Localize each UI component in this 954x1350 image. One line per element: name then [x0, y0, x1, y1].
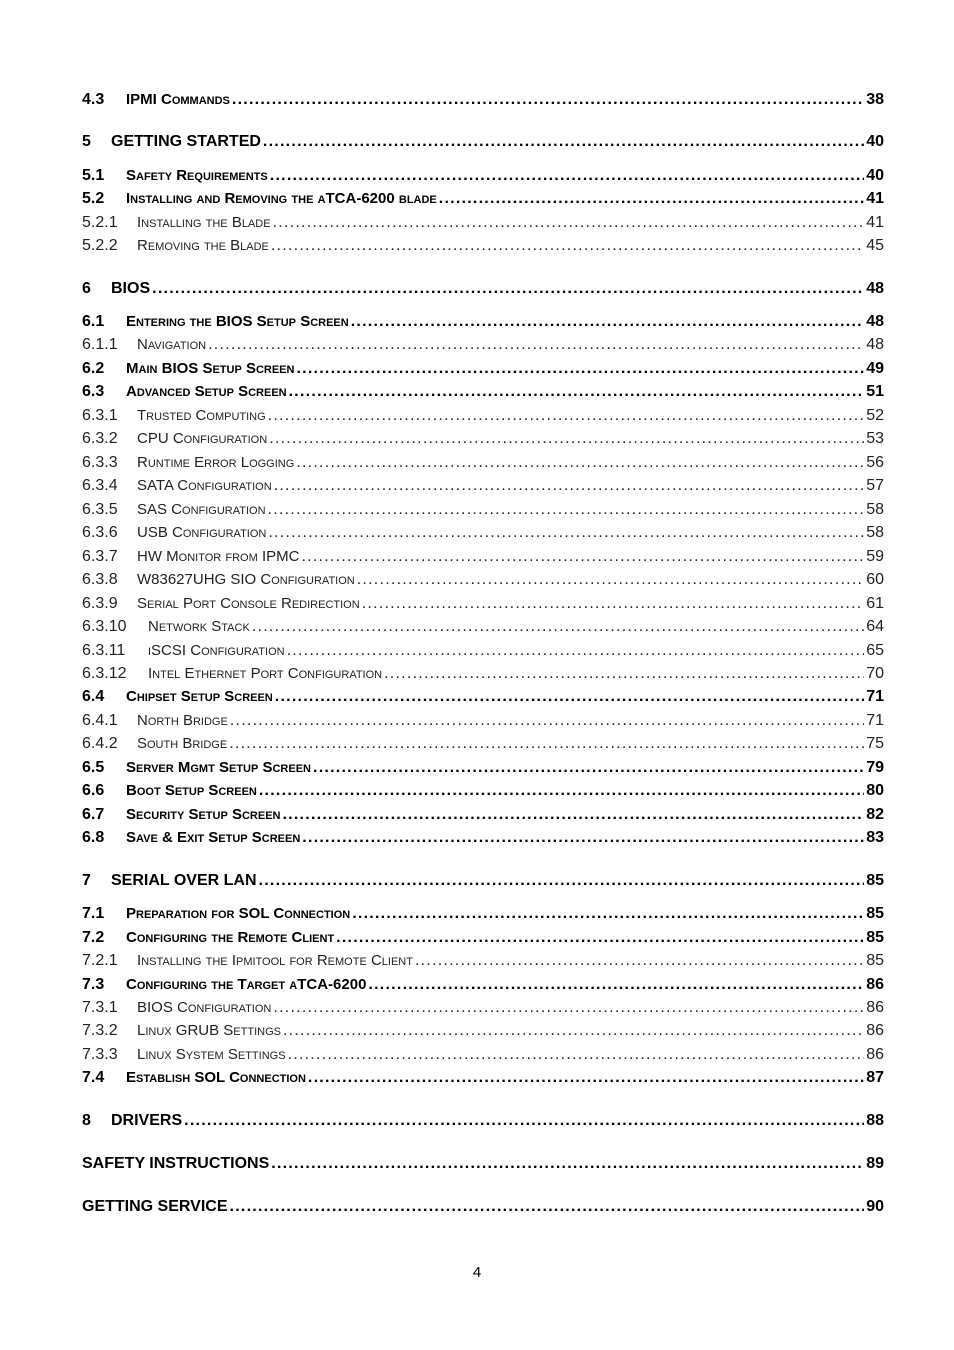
dot-leader — [268, 406, 865, 426]
toc-entry-title: Installing the Blade — [137, 214, 271, 231]
toc-entry[interactable] — [82, 1021, 884, 1041]
dot-leader — [232, 90, 864, 110]
dot-leader — [287, 641, 865, 661]
toc-entry[interactable] — [82, 805, 884, 825]
toc-entry[interactable] — [82, 998, 884, 1018]
dot-leader — [296, 453, 864, 473]
toc-entry-number: 6.3.8 — [82, 571, 118, 588]
toc-entry-title: CPU Configuration — [137, 430, 268, 447]
toc-entry[interactable] — [82, 236, 884, 256]
toc-entry-title: Serial Port Console Redirection — [137, 595, 360, 612]
toc-entry[interactable] — [82, 617, 884, 637]
toc-entry-number: 5.2.1 — [82, 214, 118, 231]
toc-entry-page: 83 — [866, 829, 884, 846]
toc-entry-number: 7.2.1 — [82, 952, 118, 969]
toc-entry[interactable] — [82, 975, 884, 995]
toc-entry-page: 58 — [866, 524, 884, 541]
toc-entry-title: GETTING STARTED — [111, 133, 261, 150]
toc-entry[interactable] — [82, 1154, 884, 1174]
toc-entry-page: 49 — [866, 360, 884, 377]
toc-entry[interactable] — [82, 928, 884, 948]
toc-entry-page: 57 — [866, 477, 884, 494]
dot-leader — [362, 594, 865, 614]
toc-entry-number: 6.8 — [82, 829, 105, 846]
toc-entry[interactable] — [82, 132, 884, 152]
toc-entry-title: Save & Exit Setup Screen — [126, 829, 301, 846]
toc-entry-page: 75 — [866, 735, 884, 752]
dot-leader — [439, 189, 864, 209]
toc-entry-title: IPMI Commands — [126, 91, 230, 108]
toc-entry-page: 82 — [866, 806, 884, 823]
toc-entry-number: 6.2 — [82, 360, 105, 377]
toc-entry-page: 61 — [866, 595, 884, 612]
dot-leader — [208, 335, 864, 355]
toc-entry[interactable] — [82, 904, 884, 924]
dot-leader — [289, 382, 865, 402]
toc-entry-title: SERIAL OVER LAN — [111, 872, 257, 889]
toc-entry-number: 7.3.2 — [82, 1022, 118, 1039]
toc-entry-page: 64 — [866, 618, 884, 635]
toc-entry[interactable] — [82, 687, 884, 707]
toc-entry-title: Advanced Setup Screen — [126, 383, 287, 400]
dot-leader — [274, 476, 865, 496]
toc-entry[interactable] — [82, 312, 884, 332]
toc-entry[interactable] — [82, 711, 884, 731]
toc-entry-title: Intel Ethernet Port Configuration — [148, 665, 383, 682]
dot-leader — [269, 429, 864, 449]
toc-entry-number: 7.1 — [82, 905, 105, 922]
toc-entry-title: GETTING SERVICE — [82, 1198, 228, 1215]
toc-entry-number: 6.3.1 — [82, 407, 118, 424]
toc-entry-page: 48 — [866, 336, 884, 353]
toc-entry-page: 48 — [866, 313, 884, 330]
toc-entry[interactable] — [82, 570, 884, 590]
toc-entry-title: W83627UHG SIO Configuration — [137, 571, 355, 588]
toc-entry-page: 90 — [866, 1198, 884, 1215]
toc-entry-page: 80 — [866, 782, 884, 799]
toc-entry-page: 85 — [866, 929, 884, 946]
toc-entry[interactable] — [82, 335, 884, 355]
toc-entry-page: 71 — [866, 712, 884, 729]
toc-entry-page: 48 — [866, 280, 884, 297]
toc-entry[interactable] — [82, 758, 884, 778]
toc-entry[interactable] — [82, 1111, 884, 1131]
toc-entry-number: 6.4.2 — [82, 735, 118, 752]
toc-entry[interactable] — [82, 453, 884, 473]
toc-entry-number: 6.7 — [82, 806, 105, 823]
toc-entry-page: 53 — [866, 430, 884, 447]
toc-entry-number: 8 — [82, 1112, 91, 1129]
toc-entry[interactable] — [82, 166, 884, 186]
toc-entry-number: 6.6 — [82, 782, 105, 799]
toc-entry-page: 86 — [866, 1022, 884, 1039]
toc-entry-page: 87 — [866, 1069, 884, 1086]
dot-leader — [230, 711, 864, 731]
page-number: 4 — [472, 1264, 482, 1281]
toc-entry-page: 58 — [866, 501, 884, 518]
toc-entry-title: Installing and Removing the aTCA-6200 blade — [126, 190, 437, 207]
toc-entry-title: Main BIOS Setup Screen — [126, 360, 295, 377]
toc-entry-page: 85 — [866, 905, 884, 922]
toc-entry[interactable] — [82, 429, 884, 449]
toc-entry-number: 6.4 — [82, 688, 105, 705]
toc-entry[interactable] — [82, 382, 884, 402]
dot-leader — [357, 570, 864, 590]
dot-leader — [368, 975, 864, 995]
toc-entry-page: 86 — [866, 999, 884, 1016]
toc-entry-title: Chipset Setup Screen — [126, 688, 273, 705]
toc-entry[interactable] — [82, 1045, 884, 1065]
toc-entry-title: SAS Configuration — [137, 501, 266, 518]
dot-leader — [296, 359, 864, 379]
toc-entry-page: 60 — [866, 571, 884, 588]
toc-entry[interactable] — [82, 500, 884, 520]
toc-entry-number: 6.3.11 — [82, 642, 126, 659]
toc-entry-number: 6.3.12 — [82, 665, 127, 682]
toc-entry-title: Preparation for SOL Connection — [126, 905, 351, 922]
toc-entry-title: BIOS Configuration — [137, 999, 272, 1016]
toc-entry-page: 41 — [866, 190, 884, 207]
toc-entry-number: 7.3.3 — [82, 1046, 118, 1063]
toc-entry-number: 5.2.2 — [82, 237, 118, 254]
toc-entry-page: 86 — [866, 976, 884, 993]
dot-leader — [273, 998, 864, 1018]
toc-entry-page: 45 — [866, 237, 884, 254]
dot-leader — [152, 279, 864, 299]
toc-entry-number: 6.4.1 — [82, 712, 118, 729]
toc-entry-title: Entering the BIOS Setup Screen — [126, 313, 349, 330]
dot-leader — [352, 904, 864, 924]
dot-leader — [268, 500, 865, 520]
toc-entry-page: 40 — [866, 167, 884, 184]
toc-entry[interactable] — [82, 359, 884, 379]
toc-entry-number: 6.1 — [82, 313, 105, 330]
dot-leader — [184, 1111, 864, 1131]
toc-entry[interactable] — [82, 664, 884, 684]
toc-entry-title: SAFETY INSTRUCTIONS — [82, 1155, 270, 1172]
toc-entry[interactable] — [82, 641, 884, 661]
toc-entry-number: 5 — [82, 133, 91, 150]
dot-leader — [313, 758, 864, 778]
toc-entry-title: North Bridge — [137, 712, 228, 729]
toc-entry[interactable] — [82, 189, 884, 209]
toc-entry-title: Linux GRUB Settings — [137, 1022, 281, 1039]
dot-leader — [283, 1021, 864, 1041]
toc-entry-page: 85 — [866, 872, 884, 889]
dot-leader — [308, 1068, 864, 1088]
toc-entry-number: 6.3.4 — [82, 477, 118, 494]
dot-leader — [259, 781, 864, 801]
toc-entry-title: BIOS — [111, 280, 151, 297]
toc-entry-title: Security Setup Screen — [126, 806, 281, 823]
toc-entry-number: 5.2 — [82, 190, 105, 207]
toc-entry-page: 41 — [866, 214, 884, 231]
toc-entry-number: 7 — [82, 872, 91, 889]
toc-entry[interactable] — [82, 1068, 884, 1088]
toc-entry[interactable] — [82, 523, 884, 543]
toc-entry-number: 7.4 — [82, 1069, 105, 1086]
toc-entry-title: South Bridge — [137, 735, 228, 752]
toc-entry[interactable] — [82, 734, 884, 754]
toc-entry-number: 6 — [82, 280, 91, 297]
dot-leader — [351, 312, 865, 332]
toc-entry-page: 86 — [866, 1046, 884, 1063]
toc-entry-title: DRIVERS — [111, 1112, 183, 1129]
toc-entry-page: 70 — [866, 665, 884, 682]
dot-leader — [229, 734, 864, 754]
dot-leader — [275, 687, 864, 707]
toc-entry-page: 85 — [866, 952, 884, 969]
dot-leader — [415, 951, 864, 971]
toc-entry[interactable] — [82, 406, 884, 426]
dot-leader — [301, 547, 864, 567]
toc-entry-page: 56 — [866, 454, 884, 471]
toc-entry-title: Safety Requirements — [126, 167, 268, 184]
toc-entry-number: 6.1.1 — [82, 336, 118, 353]
toc-entry[interactable] — [82, 828, 884, 848]
dot-leader — [271, 236, 864, 256]
toc-entry-title: iSCSI Configuration — [148, 642, 285, 659]
dot-leader — [288, 1045, 865, 1065]
dot-leader — [268, 523, 864, 543]
toc-entry[interactable] — [82, 90, 884, 110]
toc-entry[interactable] — [82, 1197, 884, 1217]
toc-entry-title: SATA Configuration — [137, 477, 272, 494]
toc-entry-page: 79 — [866, 759, 884, 776]
toc-entry-page: 89 — [866, 1155, 884, 1172]
toc-entry-number: 6.5 — [82, 759, 105, 776]
toc-entry-page: 38 — [866, 91, 884, 108]
toc-entry-title: Server Mgmt Setup Screen — [126, 759, 311, 776]
toc-entry[interactable] — [82, 279, 884, 299]
toc-entry-title: Installing the Ipmitool for Remote Client — [137, 952, 413, 969]
toc-entry-title: Trusted Computing — [137, 407, 266, 424]
toc-entry-number: 6.3.9 — [82, 595, 118, 612]
toc-entry-number: 6.3.10 — [82, 618, 127, 635]
toc-entry[interactable] — [82, 594, 884, 614]
toc-entry-page: 88 — [866, 1112, 884, 1129]
toc-entry-number: 6.3.3 — [82, 454, 118, 471]
dot-leader — [252, 617, 864, 637]
toc-entry-page: 51 — [866, 383, 884, 400]
dot-leader — [302, 828, 864, 848]
toc-entry-title: Removing the Blade — [137, 237, 269, 254]
toc-entry-number: 6.3.2 — [82, 430, 118, 447]
toc-entry-page: 71 — [866, 688, 884, 705]
toc-entry[interactable] — [82, 871, 884, 891]
toc-entry-number: 7.2 — [82, 929, 105, 946]
toc-entry-page: 52 — [866, 407, 884, 424]
toc-entry-number: 6.3.7 — [82, 548, 118, 565]
toc-entry-page: 59 — [866, 548, 884, 565]
toc-entry-page: 65 — [866, 642, 884, 659]
toc-entry-title: Boot Setup Screen — [126, 782, 257, 799]
toc-entry-title: Establish SOL Connection — [126, 1069, 306, 1086]
dot-leader — [270, 166, 864, 186]
toc-entry-title: Runtime Error Logging — [137, 454, 295, 471]
toc-entry-page: 40 — [866, 133, 884, 150]
toc-entry-number: 7.3 — [82, 976, 105, 993]
dot-leader — [271, 1154, 864, 1174]
toc-entry-number: 6.3 — [82, 383, 105, 400]
dot-leader — [336, 928, 864, 948]
toc-entry-number: 7.3.1 — [82, 999, 118, 1016]
toc-entry-number: 6.3.6 — [82, 524, 118, 541]
toc-entry-title: Configuring the Remote Client — [126, 929, 335, 946]
toc-entry[interactable] — [82, 951, 884, 971]
dot-leader — [273, 213, 865, 233]
toc-entry-title: Linux System Settings — [137, 1046, 286, 1063]
dot-leader — [230, 1197, 865, 1217]
dot-leader — [259, 871, 865, 891]
toc-entry[interactable] — [82, 547, 884, 567]
dot-leader — [263, 132, 864, 152]
toc-entry[interactable] — [82, 213, 884, 233]
toc-entry[interactable] — [82, 781, 884, 801]
toc-entry-title: USB Configuration — [137, 524, 267, 541]
dot-leader — [282, 805, 864, 825]
toc-entry-number: 4.3 — [82, 91, 105, 108]
toc-entry-title: Navigation — [137, 336, 207, 353]
toc-entry-title: Configuring the Target aTCA-6200 — [126, 976, 367, 993]
toc-entry-title: HW Monitor from IPMC — [137, 548, 300, 565]
dot-leader — [384, 664, 864, 684]
toc-entry-number: 6.3.5 — [82, 501, 118, 518]
toc-entry-title: Network Stack — [148, 618, 250, 635]
toc-entry-number: 5.1 — [82, 167, 105, 184]
toc-entry[interactable] — [82, 476, 884, 496]
